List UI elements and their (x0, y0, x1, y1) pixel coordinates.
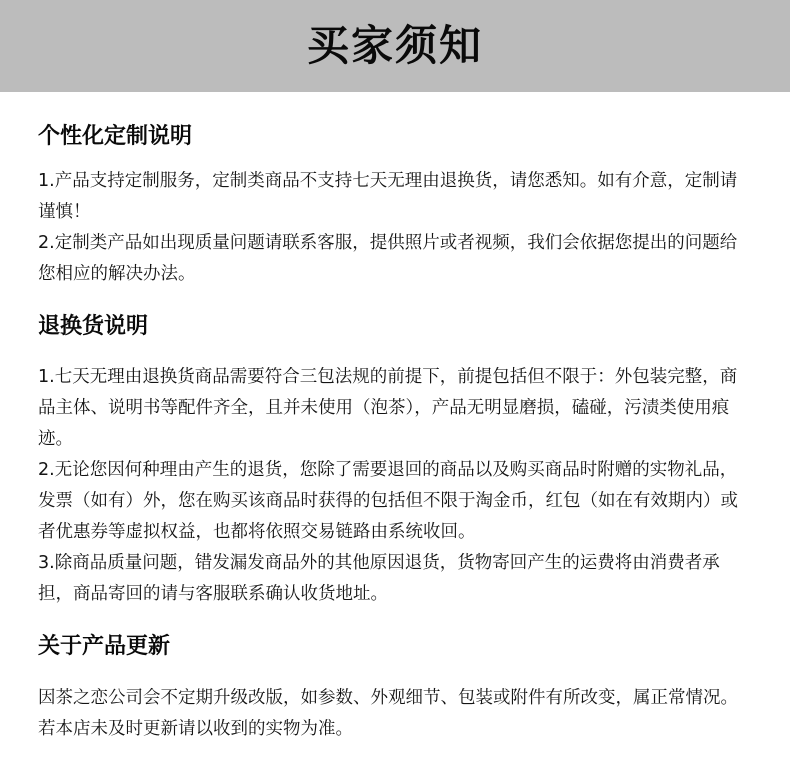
section-body-product-updates (38, 683, 752, 745)
paragraph: 3.除商品质量问题，错发漏发商品外的其他原因退货，货物寄回产生的运费将由消费者承担，商品寄回的请与客服联系确认收货地址。 (38, 553, 720, 604)
section-customization (38, 92, 752, 290)
section-title-returns: 退换货说明 (38, 314, 149, 339)
notice-content (0, 92, 790, 745)
section-title-product-updates: 关于产品更新 (38, 634, 171, 659)
paragraph: 1.七天无理由退换货商品需要符合三包法规的前提下，前提包括但不限于：外包装完整，商品主体、说明书等配件齐全，且并未使用（泡茶），产品无明显磨损，磕碰，污渍类使用痕迹。 (38, 367, 738, 449)
section-returns (38, 312, 752, 610)
paragraph: 2.无论您因何种理由产生的退货，您除了需要退回的商品以及购买商品时附赠的实物礼品，发票（如有）外，您在购买该商品时获得的包括但不限于淘金币，红包（如在有效期内）或者优惠券等虚拟权益，也都将依照交易链路由系统收回。 (38, 460, 738, 542)
section-body-returns (38, 362, 752, 610)
page-header (0, 0, 790, 92)
paragraph: 2.定制类产品如出现质量问题请联系客服，提供照片或者视频，我们会依据您提出的问题给您相应的解决办法。 (38, 233, 738, 284)
paragraph: 因茶之恋公司会不定期升级改版，如参数、外观细节、包装或附件有所改变，属正常情况。若本店未及时更新请以收到的实物为准。 (38, 688, 738, 739)
paragraph: 1.产品支持定制服务，定制类商品不支持七天无理由退换货，请您悉知。如有介意，定制请谨慎！ (38, 171, 738, 222)
section-body-customization (38, 166, 752, 290)
section-product-updates (38, 632, 752, 745)
section-title-customization: 个性化定制说明 (38, 124, 193, 149)
page-title: 买家须知 (306, 21, 483, 70)
